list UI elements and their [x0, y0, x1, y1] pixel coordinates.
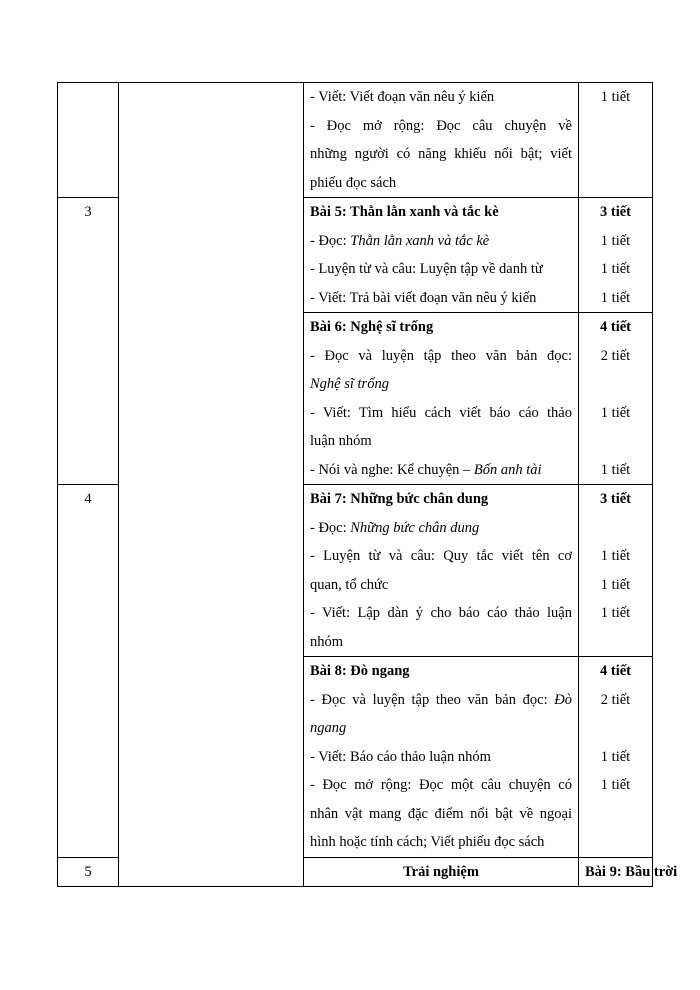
period-value: 2 tiết: [600, 347, 631, 364]
theme-cell: [304, 857, 579, 887]
content-line: - Đọc và luyện tập theo văn bản đọc: Đò: [310, 691, 572, 708]
content-line: - Viết: Lập dàn ý cho báo cáo thảo luận: [310, 605, 572, 621]
week-cell: [58, 83, 119, 198]
period-value: 2 tiết: [600, 691, 631, 708]
content-line: nhóm: [310, 633, 344, 650]
content-line: - Luyện từ và câu: Quy tắc viết tên cơ: [310, 548, 572, 564]
lesson-title: Bài 7: Những bức chân dung: [310, 491, 489, 507]
period-value: 1 tiết: [600, 548, 631, 564]
content-cell: [304, 313, 579, 485]
lesson-plan-table: [57, 82, 678, 887]
periods-cell: [579, 657, 653, 858]
period-value: 1 tiết: [600, 748, 631, 765]
lesson-title: Bài 8: Đò ngang: [310, 663, 410, 679]
content-cell: [304, 198, 579, 313]
period-total: 4 tiết: [600, 663, 631, 679]
story-title: Bốn anh tài: [473, 461, 542, 478]
week-cell: [58, 485, 119, 858]
week-cell: [58, 198, 119, 485]
week-number: 5: [84, 863, 92, 880]
content-cell: [579, 857, 678, 887]
week-cell: [58, 857, 119, 887]
content-line: - Đọc và luyện tập theo văn bản đọc:: [310, 347, 572, 364]
content-line: - Viết: Trả bài viết đoạn văn nêu ý kiến: [310, 289, 537, 306]
period-value: 1 tiết: [600, 777, 631, 793]
reading-title: Nghệ sĩ trống: [310, 376, 389, 392]
content-line: quan, tổ chức: [310, 576, 389, 593]
content-line: những người có năng khiếu nổi bật; viết: [310, 146, 572, 162]
content-line: - Viết: Tìm hiểu cách viết báo cáo thảo: [310, 404, 572, 421]
content-line: - Viết: Báo cáo thảo luận nhóm: [310, 748, 491, 765]
periods-cell: [579, 198, 653, 313]
periods-cell: [579, 485, 653, 657]
content-line: - Nói và nghe: Kể chuyện – Bốn anh tài: [310, 461, 542, 478]
table-row: [58, 83, 653, 198]
period-total: 4 tiết: [600, 319, 631, 335]
content-line: - Đọc: Những bức chân dung: [310, 519, 480, 536]
periods-cell: [579, 83, 653, 198]
period-value: 1 tiết: [600, 576, 631, 593]
period-value: 1 tiết: [600, 89, 631, 105]
lesson-title: Bài 6: Nghệ sĩ trống: [310, 319, 434, 335]
content-cell: [304, 83, 579, 198]
content-line: - Luyện từ và câu: Luyện tập về danh từ: [310, 261, 543, 277]
period-value: 1 tiết: [600, 232, 631, 249]
content-line: hình hoặc tính cách; Viết phiếu đọc sách: [310, 834, 545, 850]
lesson-title: Bài 5: Thằn lằn xanh và tắc kè: [310, 204, 499, 220]
reading-title: Những bức chân dung: [350, 519, 480, 536]
period-total: 3 tiết: [600, 491, 631, 507]
period-value: 1 tiết: [600, 605, 631, 621]
reading-title: Thằn lằn xanh và tắc kè: [350, 232, 490, 249]
content-line: nhân vật mang đặc điểm nổi bật về ngoại: [310, 805, 572, 822]
content-line: phiếu đọc sách: [310, 174, 397, 191]
content-line: - Đọc mở rộng: Đọc câu chuyện về: [310, 117, 572, 134]
period-total: 3 tiết: [600, 204, 631, 220]
content-line: luận nhóm: [310, 433, 372, 449]
content-line: - Đọc mở rộng: Đọc một câu chuyện có: [310, 777, 572, 793]
content-cell: [304, 657, 579, 858]
theme-name: Trải nghiệm: [403, 863, 479, 880]
period-value: 1 tiết: [600, 404, 631, 421]
lesson-title: Bài 9: Bầu trời: [585, 863, 678, 880]
week-number: 3: [84, 204, 92, 220]
periods-cell: [579, 313, 653, 485]
period-value: 1 tiết: [600, 289, 631, 306]
theme-cell: [119, 83, 304, 887]
content-cell: [304, 485, 579, 657]
period-value: 1 tiết: [600, 261, 631, 277]
period-value: 1 tiết: [600, 461, 631, 478]
content-line: - Đọc: Thằn lằn xanh và tắc kè: [310, 232, 490, 249]
week-number: 4: [84, 491, 92, 507]
content-line: - Viết: Viết đoạn văn nêu ý kiến: [310, 89, 495, 105]
reading-title: Đò: [554, 691, 572, 708]
reading-title: ngang: [310, 720, 347, 736]
